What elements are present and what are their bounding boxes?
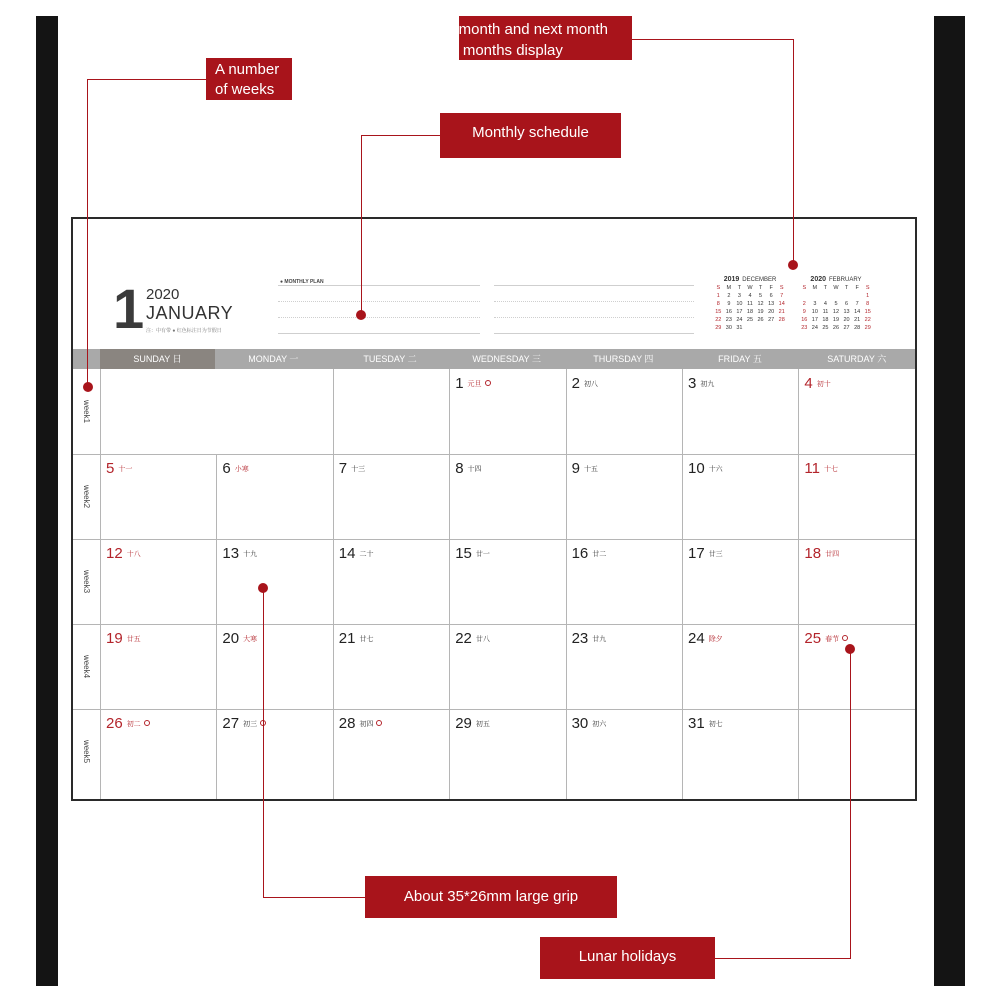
day-number: 30: [571, 715, 589, 732]
mini-day: 25: [746, 317, 754, 323]
lunar-date: 十七: [823, 466, 838, 473]
callout-months-line-1: s month and next month: [447, 21, 608, 38]
callout-months-line-2: al months display: [447, 42, 563, 59]
grid-column-line: [216, 454, 217, 799]
week-label: week4: [82, 654, 91, 679]
lunar-date: 廿二: [592, 551, 607, 558]
lunar-date: 大寒: [243, 636, 258, 643]
lunar-date: 初七: [708, 721, 723, 728]
calendar-sheet: [71, 217, 917, 801]
day-number: 10: [688, 460, 705, 477]
mini-weekday: W: [833, 285, 839, 291]
weekday-saturday: SATURDAY 六: [827, 354, 887, 364]
day-number: 9: [571, 460, 580, 477]
mini-weekday: T: [844, 285, 849, 291]
day-number: 6: [222, 460, 231, 477]
mini-day: 2: [802, 301, 806, 307]
right-border-bar: [934, 16, 965, 986]
lunar-date: 小寒: [234, 466, 249, 473]
mini-day: 3: [813, 301, 817, 307]
mini-day: 12: [832, 309, 840, 315]
grip-leader-v: [263, 588, 264, 897]
weekday-header: [73, 349, 915, 369]
day-number: 18: [804, 545, 822, 562]
month-number: 1: [113, 277, 145, 340]
grid-row-line: [73, 454, 915, 455]
week-label: week2: [82, 484, 91, 509]
mini-day: 15: [864, 309, 871, 315]
mini-day: 9: [802, 309, 806, 315]
mini-day: 21: [778, 309, 785, 315]
day-cell[interactable]: [572, 545, 607, 563]
months-pointer-dot: [788, 260, 798, 270]
mini-weekday: S: [802, 285, 807, 291]
mini-day: 17: [811, 317, 818, 323]
week-label: week3: [82, 569, 91, 594]
mini-day: 22: [864, 317, 871, 323]
mini-day: 19: [832, 317, 840, 323]
day-number: 17: [688, 545, 705, 562]
mini-day: 3: [737, 293, 741, 299]
day-cell[interactable]: [804, 630, 848, 648]
mini-weekday: M: [726, 285, 732, 291]
mini-weekday: F: [855, 285, 859, 291]
weeks-leader-h: [87, 79, 206, 80]
day-number: 26: [106, 715, 123, 732]
mini-day: 12: [757, 301, 764, 307]
callout-lunar-holidays: Lunar holidays: [540, 937, 715, 979]
mini-day: 7: [855, 301, 859, 307]
mini-day: 7: [780, 293, 784, 299]
grid-column-line: [682, 369, 683, 799]
months-leader-h: [632, 39, 794, 40]
day-number: 22: [455, 630, 472, 647]
lunar-date: 二十: [359, 551, 374, 558]
mini-day: 5: [834, 301, 838, 307]
grid-row-line: [73, 539, 915, 540]
day-cell[interactable]: [572, 460, 598, 478]
mini-day: 8: [716, 301, 720, 307]
mini-blank: [810, 293, 821, 300]
lunar-date: 除夕: [708, 636, 723, 643]
mini-day: 4: [748, 293, 752, 299]
day-cell[interactable]: [688, 375, 714, 393]
mini-day: 14: [854, 309, 861, 315]
lunar-leader-v: [850, 649, 851, 959]
lunar-date: 廿四: [825, 551, 840, 558]
day-cell[interactable]: [455, 715, 490, 733]
mini-weekday: T: [737, 285, 742, 291]
mini-feb-month: FEBRUARY: [829, 277, 862, 283]
mini-blank: [820, 293, 831, 300]
mini-day: 14: [778, 301, 785, 307]
mini-dec-year: 2019: [723, 276, 740, 283]
day-cell[interactable]: [339, 545, 374, 563]
callout-large-grip: About 35*26mm large grip: [365, 876, 617, 918]
mini-day: 29: [715, 325, 722, 331]
mini-weekday: T: [758, 285, 763, 291]
mini-day: 18: [822, 317, 829, 323]
mini-weekday: S: [865, 285, 870, 291]
year-label: 2020: [146, 286, 180, 303]
weekday-sunday: SUNDAY 日: [100, 349, 215, 369]
week-label-divider: [100, 369, 101, 799]
weeks-leader-v: [87, 79, 88, 387]
day-cell[interactable]: [339, 630, 374, 648]
holiday-circle-icon: [376, 720, 382, 726]
callout-monthly-schedule: Monthly schedule: [440, 113, 621, 158]
schedule-leader-h: [361, 135, 440, 136]
holiday-note: 注：中有带 ● 红色标注日为节假日: [146, 328, 222, 334]
months-leader-v: [793, 39, 794, 265]
mini-day: 18: [746, 309, 754, 315]
week-label: week1: [82, 399, 91, 424]
mini-day: 11: [747, 301, 753, 307]
mini-blank: [852, 293, 863, 300]
mini-day: 15: [715, 309, 722, 315]
mini-day: 17: [736, 309, 743, 315]
mini-day: 13: [843, 309, 850, 315]
mini-day: 27: [768, 317, 775, 323]
mini-day: 29: [864, 325, 871, 331]
lunar-date: 初八: [583, 381, 598, 388]
lunar-date: 十三: [351, 466, 366, 473]
mini-day: 10: [811, 309, 818, 315]
holiday-circle-icon: [842, 635, 848, 641]
lunar-date: 十九: [243, 551, 258, 558]
day-cell[interactable]: [339, 460, 365, 478]
lunar-date: 廿七: [359, 636, 374, 643]
lunar-date: 廿九: [592, 636, 607, 643]
day-number: 19: [106, 630, 123, 647]
day-cell[interactable]: [572, 715, 607, 733]
mini-day: 11: [822, 309, 829, 315]
grid-row-line: [73, 624, 915, 625]
day-cell[interactable]: [339, 715, 383, 733]
mini-day: 10: [736, 301, 743, 307]
weekday-thursday: THURSDAY 四: [593, 354, 654, 364]
mini-blank: [799, 293, 810, 300]
grid-row-line: [73, 709, 915, 710]
day-number: 25: [804, 630, 822, 647]
day-cell[interactable]: [106, 715, 150, 733]
day-cell[interactable]: [688, 460, 723, 478]
mini-day: 23: [801, 325, 808, 331]
mini-feb-grid: [799, 285, 873, 332]
lunar-date: 十一: [118, 466, 133, 473]
day-number: 14: [338, 545, 356, 562]
mini-weekday: W: [747, 285, 753, 291]
day-cell[interactable]: [455, 460, 481, 478]
month-name: JANUARY: [146, 303, 234, 323]
mini-weekday: T: [823, 285, 828, 291]
mini-day: 9: [727, 301, 731, 307]
mini-weekday: F: [769, 285, 773, 291]
mini-blank: [831, 293, 842, 300]
day-number: 4: [804, 375, 813, 392]
lunar-pointer-dot: [845, 644, 855, 654]
day-number: 8: [455, 460, 464, 477]
mini-day: 16: [725, 309, 732, 315]
mini-day: 21: [854, 317, 861, 323]
mini-day: 26: [757, 317, 764, 323]
day-number: 5: [106, 460, 115, 477]
mini-dec-month: DECEMBER: [742, 277, 777, 283]
lunar-date: 廿五: [126, 636, 141, 643]
day-number: 12: [106, 545, 123, 562]
day-number: 11: [804, 460, 820, 477]
schedule-pointer-dot: [356, 310, 366, 320]
day-cell[interactable]: [688, 545, 723, 563]
lunar-date: 初三: [243, 721, 258, 728]
mini-day: 1: [866, 293, 870, 299]
mini-feb-year: 2020: [810, 276, 826, 283]
monthly-plan-lines-left[interactable]: [278, 285, 480, 335]
mini-dec-grid: [713, 285, 787, 332]
day-cell[interactable]: [455, 630, 490, 648]
monthly-plan-label: ● MONTHLY PLAN: [280, 279, 324, 285]
grid-column-line: [333, 369, 334, 799]
monthly-plan-lines-right[interactable]: [494, 285, 694, 335]
week-label: week5: [82, 739, 91, 764]
lunar-date: 十五: [583, 466, 598, 473]
mini-day: 8: [866, 301, 870, 307]
day-number: 15: [455, 545, 472, 562]
mini-day: 28: [854, 325, 861, 331]
day-number: 28: [338, 715, 356, 732]
mini-day: 20: [768, 309, 775, 315]
day-number: 7: [338, 460, 348, 477]
day-cell[interactable]: [106, 460, 132, 478]
day-cell[interactable]: [804, 460, 838, 478]
mini-weekday: M: [812, 285, 818, 291]
day-cell[interactable]: [106, 630, 141, 648]
mini-day: 22: [715, 317, 722, 323]
mini-day: 6: [769, 293, 773, 299]
lunar-leader-h: [715, 958, 851, 959]
day-number: 21: [338, 630, 356, 647]
day-number: 29: [455, 715, 472, 732]
mini-day: 24: [811, 325, 818, 331]
day-number: 16: [571, 545, 589, 562]
mini-day: 23: [725, 317, 732, 323]
callout-weeks-line-1: A number: [215, 61, 280, 78]
lunar-date: 初九: [700, 381, 715, 388]
weekday-tuesday: TUESDAY 二: [363, 354, 417, 364]
holiday-circle-icon: [485, 380, 491, 386]
lunar-date: 初六: [592, 721, 607, 728]
mini-weekday: S: [779, 285, 784, 291]
callout-months-display: [447, 16, 632, 60]
lunar-date: 十六: [708, 466, 723, 473]
mini-day: 25: [822, 325, 829, 331]
day-number: 20: [222, 630, 240, 647]
day-cell[interactable]: [688, 715, 723, 733]
day-cell[interactable]: [222, 460, 248, 478]
day-number: 1: [455, 375, 464, 392]
mini-day: 20: [843, 317, 850, 323]
grid-column-line: [449, 369, 450, 799]
day-cell[interactable]: [106, 545, 141, 563]
callout-weeks-line-2: of weeks: [215, 81, 275, 98]
mini-day: 30: [725, 325, 732, 331]
day-cell[interactable]: [222, 630, 257, 648]
weekday-wednesday: WEDNESDAY 三: [472, 354, 542, 364]
day-cell[interactable]: [455, 545, 490, 563]
mini-blank: [841, 293, 852, 300]
day-number: 23: [571, 630, 589, 647]
day-number: 3: [688, 375, 697, 392]
lunar-date: 十八: [126, 551, 141, 558]
day-cell[interactable]: [572, 630, 607, 648]
mini-calendar-previous-month: [713, 276, 787, 332]
mini-day: 24: [736, 317, 743, 323]
left-border-bar: [36, 16, 58, 986]
day-cell[interactable]: [804, 545, 839, 563]
day-number: 13: [222, 545, 240, 562]
mini-day: 1: [716, 293, 720, 299]
day-cell[interactable]: [688, 630, 723, 648]
lunar-date: 初二: [126, 721, 141, 728]
lunar-date: 初十: [816, 381, 831, 388]
lunar-date: 廿三: [708, 551, 723, 558]
lunar-date: 廿一: [475, 551, 490, 558]
schedule-leader-v: [361, 135, 362, 315]
callout-number-of-weeks: [206, 58, 292, 100]
day-number: 24: [688, 630, 705, 647]
mini-weekday: S: [716, 285, 721, 291]
day-number: 2: [571, 375, 580, 392]
day-cell[interactable]: [455, 375, 490, 393]
mini-day: 28: [778, 317, 785, 323]
mini-day: 2: [727, 293, 731, 299]
mini-day: 16: [801, 317, 808, 323]
mini-day: 6: [845, 301, 849, 307]
lunar-date: 元旦: [467, 381, 482, 388]
day-cell[interactable]: [222, 715, 266, 733]
day-cell[interactable]: [804, 375, 830, 393]
lunar-date: 初五: [475, 721, 490, 728]
day-number: 31: [688, 715, 705, 732]
mini-day: 5: [759, 293, 763, 299]
day-cell[interactable]: [572, 375, 598, 393]
weekday-friday: FRIDAY 五: [718, 354, 762, 364]
mini-day: 27: [843, 325, 850, 331]
grip-leader-h: [263, 897, 365, 898]
lunar-date: 春节: [825, 636, 840, 643]
mini-day: 26: [832, 325, 840, 331]
mini-day: 31: [736, 325, 743, 331]
lunar-date: 初四: [359, 721, 374, 728]
lunar-date: 廿八: [475, 636, 490, 643]
weeks-pointer-dot: [83, 382, 93, 392]
day-cell[interactable]: [222, 545, 257, 563]
lunar-date: 十四: [467, 466, 482, 473]
mini-calendar-next-month: [799, 276, 873, 332]
grid-column-line: [798, 369, 799, 799]
grid-column-line: [566, 369, 567, 799]
weekday-monday: MONDAY 一: [248, 354, 299, 364]
holiday-circle-icon: [144, 720, 150, 726]
mini-day: 19: [757, 309, 764, 315]
mini-day: 4: [823, 301, 827, 307]
grip-pointer-dot: [258, 583, 268, 593]
day-number: 27: [222, 715, 240, 732]
mini-day: 13: [768, 301, 775, 307]
